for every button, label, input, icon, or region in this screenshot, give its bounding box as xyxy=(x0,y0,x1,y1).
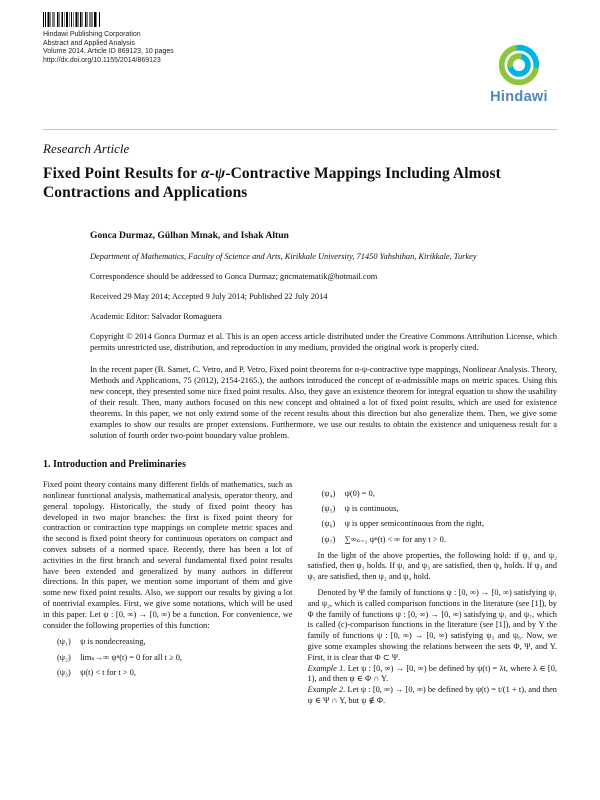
property-list-right xyxy=(308,489,558,546)
property-item xyxy=(322,489,558,500)
function-families-paragraph: Denoted by Ψ the family of functions ψ : [0, ∞) → [0, ∞) satisfying ψ₁ and ψ₂, which is called comparison functions in the literature (see [1]), by Φ the family of functions ψ : [0, ∞) → [0, ∞) satisfying ψ₁ and ψ₇, which is called (c)-comparison functions in the literature (see [1]), and by Υ the family of functions ψ : [0, ∞) → [0, ∞) satisfying ψ₃ and ψ₆. Now, we give some examples showing the relations between the sets Φ, Ψ, and Υ. First, it is clear that Φ ⊂ Ψ. xyxy=(307,587,557,662)
property-text: limₙ→∞ ψⁿ(t) = 0 for all t ≥ 0, xyxy=(80,652,183,662)
journal-line: Abstract and Applied Analysis xyxy=(43,39,135,47)
property-list-left xyxy=(43,637,293,678)
publisher-block xyxy=(43,31,557,65)
example-label: Example 2. xyxy=(307,685,346,695)
property-label: (ψ₂) xyxy=(57,652,71,662)
property-label: (ψ₇) xyxy=(321,534,336,544)
doi-link[interactable]: http://dx.doi.org/10.1155/2014/869123 xyxy=(43,56,161,64)
abstract-text: In the recent paper (B. Samet, C. Vetro, and P. Vetro, Fixed point theorems for α-ψ-contractive type mappings, Nonlinear Analysis. Theory, Methods and Applications, 75 (2012), 2154-2165.), the authors introduced the concept of α-admissible maps on metric spaces. Using this new concept, they presented some nice fixed point results. Also, they gave an existence theorem for integral equation to show the usability of their result. Then, many authors focused on this new concept and obtained a lot of fixed point results, which are used for existence theorems. In this paper, we not only extend some of the recent results about this direction but also generalize them. Then, we give some examples to show our results are proper extensions. Furthermore, we use our results to obtain the existence and uniqueness result for a solution of fourth order two-point boundary value problem. xyxy=(90,365,557,441)
affiliation-line: Department of Mathematics, Faculty of Science and Arts, Kirikkale University, 71450 Yahshihan, Kirikkale, Turkey xyxy=(90,252,477,262)
publisher-line: Hindawi Publishing Corporation xyxy=(43,31,141,38)
properties-implications-paragraph: In the light of the above properties, the following hold: if ψ₁ and ψ₂ satisfied, then ψ₃ holds. If ψ₁ and ψ₃ are satisfied, then ψ₄ holds. If ψ₃ and ψ₅ are satisfied, then ψ₂ and ψ₄ hold. xyxy=(307,550,557,582)
barcode xyxy=(43,12,101,27)
two-column-layout xyxy=(43,460,557,706)
property-label: (ψ₆) xyxy=(321,519,336,529)
page-header xyxy=(43,12,557,105)
right-column xyxy=(308,460,558,706)
property-label: (ψ₁) xyxy=(57,637,71,647)
article-title xyxy=(43,164,557,202)
correspondence-text: Correspondence should be addressed to Gonca Durmaz; xyxy=(90,272,281,282)
property-item xyxy=(322,519,558,530)
property-text: ψ(0) = 0, xyxy=(344,488,375,498)
academic-editor-line: Academic Editor: Salvador Romaguera xyxy=(90,312,222,322)
title-text-suffix: -Contractive Mappings Including Almost Contractions and Applications xyxy=(43,165,501,202)
property-item xyxy=(322,535,558,546)
email-link[interactable]: gncmatematik@hotmail.com xyxy=(280,272,378,282)
property-text: ψ is upper semicontinuous from the right, xyxy=(344,519,485,529)
title-text-prefix: Fixed Point Results for xyxy=(43,165,201,183)
left-column xyxy=(43,460,293,706)
correspondence-line xyxy=(90,271,557,282)
history-line: Received 29 May 2014; Accepted 9 July 2014; Published 22 July 2014 xyxy=(90,292,328,302)
example-text: Let ψ : [0, ∞) → [0, ∞) be defined by ψ(t) = λt, where λ ∈ [0, 1), and then ψ ∈ Φ ∩ Υ. xyxy=(307,663,557,684)
hindawi-logo xyxy=(484,44,554,105)
authors-line: Gonca Durmaz, Gülhan Mınak, and Ishak Altun xyxy=(90,230,289,242)
property-item xyxy=(57,653,293,664)
property-text: ψ is continuous, xyxy=(344,504,399,514)
article-meta xyxy=(90,230,557,441)
example-label: Example 1. xyxy=(307,663,346,673)
property-item xyxy=(322,504,558,515)
property-item xyxy=(57,637,293,648)
example-item xyxy=(308,685,558,707)
property-label: (ψ₅) xyxy=(321,504,336,514)
property-text: ψ(t) < t for t > 0, xyxy=(80,667,136,677)
example-item xyxy=(308,664,558,686)
property-text: ψ is nondecreasing, xyxy=(80,637,146,647)
article-type-label: Research Article xyxy=(43,141,130,157)
example-text: Let ψ : [0, ∞) → [0, ∞) be defined by ψ(t) = t/(1 + t), and then ψ ∈ Ψ ∩ Υ, but ψ ∉ Φ. xyxy=(307,685,557,705)
hindawi-logo-icon xyxy=(498,44,540,86)
property-label: (ψ₄) xyxy=(321,488,336,498)
property-label: (ψ₃) xyxy=(57,667,71,677)
property-text: ∑∞ₙ₌₁ ψⁿ(t) < ∞ for any t > 0. xyxy=(344,534,446,544)
hindawi-wordmark: Hindawi xyxy=(490,89,548,105)
title-math: α-ψ xyxy=(200,165,226,183)
header-rule xyxy=(43,129,557,130)
intro-paragraph: Fixed point theory contains many different fields of mathematics, such as nonlinear functional analysis, mathematical analysis, operator theory, and general topology. Historically, the study of fixed point theory has developed in two major branches: the first is fixed point theory for contraction or contraction type mappings on complete metric spaces and the second is fixed point theory for continuous operators on compact and convex subsets of a normed space. Recently, there has been a lot of activities in the first branch and several fundamental fixed point results have been extended and generalized by many authors in different directions. In this paper, we mention some important of them and give some new fixed point results. Also, we support our results by giving a lot of nontrivial examples. First, we give some notations, which will be used in this paper. Let ψ : [0, ∞) → [0, ∞) be a function. For convenience, we consider the following properties of this function: xyxy=(43,480,293,630)
section-heading: 1. Introduction and Preliminaries xyxy=(43,459,186,471)
property-item xyxy=(57,668,293,679)
copyright-text: Copyright © 2014 Gonca Durmaz et al. This is an open access article distributed under the Creative Commons Attribution License, which permits unrestricted use, distribution, and reproduction in any medium, provided the original work is properly cited. xyxy=(90,332,557,353)
volume-line: Volume 2014, Article ID 869123, 10 pages xyxy=(43,48,174,56)
